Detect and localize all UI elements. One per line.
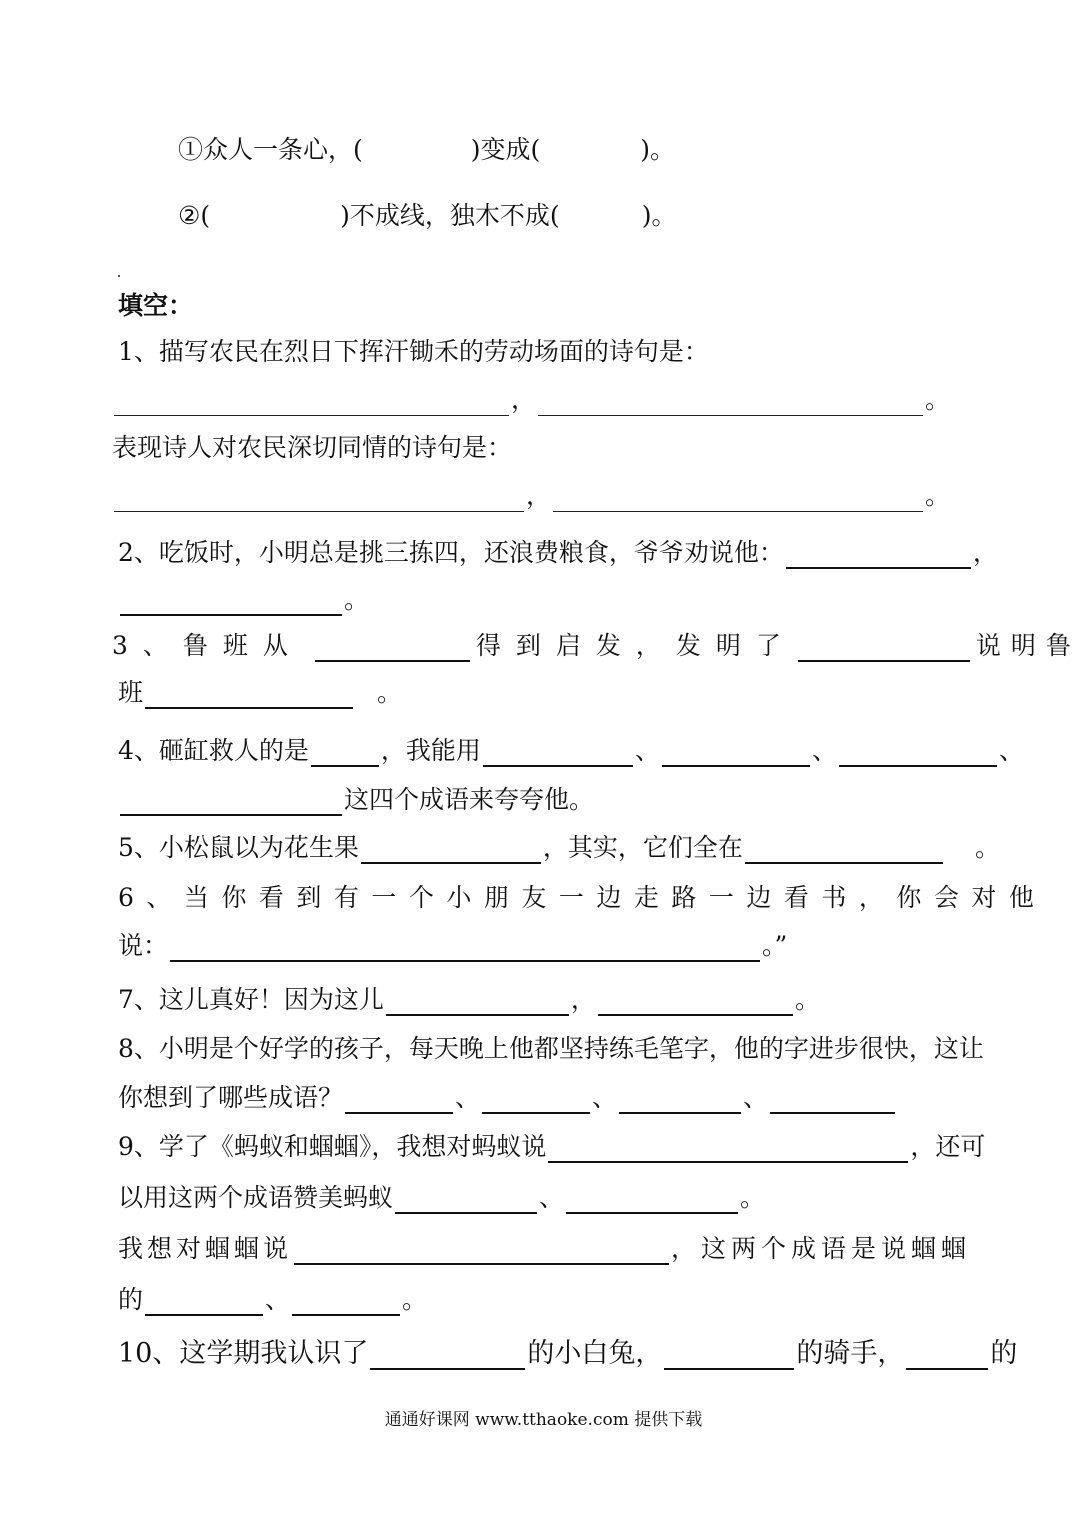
question-3: 3、鲁班从 得到启发，发明了 说明鲁 bbox=[112, 631, 1081, 660]
answer-blank[interactable] bbox=[120, 588, 342, 616]
question-2-line-2: 。 bbox=[118, 584, 369, 616]
answer-blank[interactable] bbox=[538, 389, 923, 416]
answer-blank[interactable] bbox=[292, 1288, 400, 1316]
question-9-line-2: 以用这两个成语赞美蚂蚁 、 。 bbox=[118, 1183, 766, 1212]
question-1-answer-line-2: ， 。 bbox=[112, 480, 950, 512]
answer-blank[interactable] bbox=[386, 988, 569, 1016]
answer-blank[interactable] bbox=[482, 1086, 590, 1114]
question-8: 8、小明是个好学的孩子，每天晚上他都坚持练毛笔字，他的字进步很快，这让 bbox=[118, 1034, 984, 1063]
answer-blank[interactable] bbox=[619, 1086, 741, 1114]
question-6-line-2: 说： 。” bbox=[118, 931, 788, 960]
idiom-line-1 bbox=[178, 134, 675, 166]
idiom-line-2 bbox=[178, 200, 676, 232]
answer-blank[interactable] bbox=[311, 739, 379, 767]
question-2: 2、吃饭时，小明总是挑三拣四，还浪费粮食，爷爷劝说他： ， bbox=[118, 538, 998, 567]
question-1-part-2: 表现诗人对农民深切同情的诗句是： bbox=[112, 433, 513, 462]
answer-blank[interactable] bbox=[370, 1338, 525, 1370]
question-7: 7、这儿真好！因为这儿 ， 。 bbox=[118, 985, 820, 1014]
section-title: 填空： bbox=[118, 291, 194, 320]
scan-dot bbox=[118, 275, 120, 277]
answer-blank[interactable] bbox=[114, 389, 509, 416]
idiom-2-part-b: )不成线，独木不成( bbox=[340, 201, 560, 230]
answer-blank[interactable] bbox=[566, 1186, 738, 1214]
answer-blank[interactable] bbox=[745, 836, 943, 864]
question-9-line-4: 的 、 。 bbox=[118, 1285, 428, 1314]
idiom-2-part-a: ②( bbox=[178, 201, 211, 230]
idiom-2-part-c: )。 bbox=[641, 201, 677, 230]
question-1-answer-line: ， 。 bbox=[112, 384, 950, 416]
answer-blank[interactable] bbox=[294, 1237, 669, 1265]
question-8-line-2: 你想到了哪些成语？ 、 、 、 bbox=[118, 1082, 897, 1114]
answer-blank[interactable] bbox=[662, 739, 810, 767]
question-5: 5、小松鼠以为花生果 ，其实，它们全在 。 bbox=[118, 833, 1000, 862]
answer-blank[interactable] bbox=[770, 1086, 895, 1114]
answer-blank[interactable] bbox=[798, 634, 970, 662]
answer-blank[interactable] bbox=[114, 485, 524, 512]
answer-blank[interactable] bbox=[906, 1338, 988, 1370]
idiom-1-part-b: )变成( bbox=[470, 135, 541, 164]
answer-blank[interactable] bbox=[839, 739, 997, 767]
answer-blank[interactable] bbox=[395, 1186, 537, 1214]
answer-blank[interactable] bbox=[120, 788, 342, 816]
question-9-line-3: 我想对蝈蝈说 ，这两个成语是说蝈蝈 bbox=[118, 1234, 972, 1263]
idiom-1-part-c: )。 bbox=[640, 135, 676, 164]
answer-blank[interactable] bbox=[145, 681, 353, 709]
question-4-line-2: 这四个成语来夸夸他。 bbox=[118, 784, 594, 816]
idiom-1-part-a: ①众人一条心，( bbox=[178, 135, 363, 164]
answer-blank[interactable] bbox=[170, 934, 760, 962]
answer-blank[interactable] bbox=[361, 836, 541, 864]
answer-blank[interactable] bbox=[598, 988, 793, 1016]
footer-credit: 通通好课网 www.tthaoke.com 提供下载 bbox=[384, 1410, 703, 1430]
question-4: 4、砸缸救人的是 ，我能用 、 、 、 bbox=[118, 736, 1024, 765]
question-9: 9、学了《蚂蚁和蝈蝈》，我想对蚂蚁说 ，还可 bbox=[118, 1132, 986, 1161]
answer-blank[interactable] bbox=[553, 485, 923, 512]
question-6: 6、当你看到有一个小朋友一边走路一边看书，你会对他 bbox=[118, 883, 1047, 912]
answer-blank[interactable] bbox=[345, 1086, 453, 1114]
question-1: 1、描写农民在烈日下挥汗锄禾的劳动场面的诗句是： bbox=[118, 337, 709, 366]
question-3-line-2: 班 。 bbox=[118, 678, 403, 707]
answer-blank[interactable] bbox=[548, 1135, 908, 1163]
answer-blank[interactable] bbox=[145, 1288, 263, 1316]
answer-blank[interactable] bbox=[786, 541, 971, 569]
answer-blank[interactable] bbox=[664, 1338, 794, 1370]
answer-blank[interactable] bbox=[483, 739, 633, 767]
answer-blank[interactable] bbox=[315, 634, 470, 662]
question-10: 10、这学期我认识了 的小白兔， 的骑手， 的 bbox=[118, 1338, 1018, 1369]
